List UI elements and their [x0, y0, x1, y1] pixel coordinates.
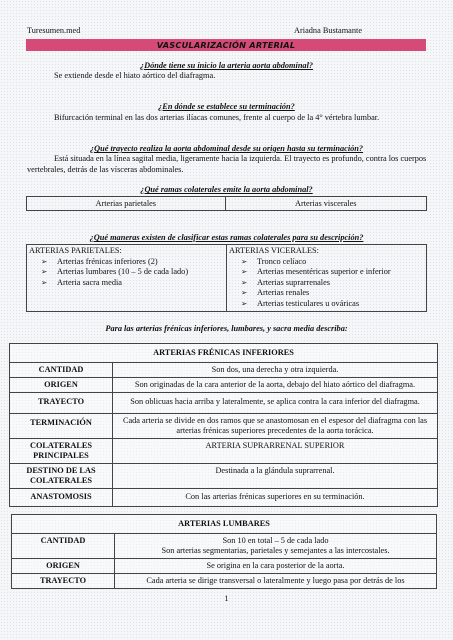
ramas-table — [26, 196, 427, 211]
parietales-heading: ARTERIAS PARIETALES: — [29, 246, 122, 255]
header-site: Turesumen.med — [27, 26, 81, 35]
arrow-bullet-icon: ➢ — [41, 256, 48, 266]
list-item: ➢ Tronco celíaco — [241, 256, 307, 266]
table-row: CANTIDAD Son dos, una derecha y otra izquierda. — [10, 363, 438, 378]
list-item: ➢ Arterias testiculares u ováricas — [241, 298, 360, 308]
parietales-cell — [27, 245, 227, 312]
lumbares-title: ARTERIAS LUMBARES — [12, 515, 437, 534]
header-author: Ariadna Bustamante — [294, 26, 362, 35]
list-item: ➢ Arteria sacra media — [41, 277, 122, 287]
list-item: ➢ Arterias suprarrenales — [241, 277, 331, 287]
viscerales-heading: ARTERIAS VICERALES: — [229, 246, 319, 255]
viscerales-cell — [227, 245, 427, 312]
lumbares-table — [11, 514, 437, 589]
frenicas-title: ARTERIAS FRÉNICAS INFERIORES — [10, 344, 438, 363]
table-row: TRAYECTO Son oblicuas hacia arriba y lateralmente, se aplica contra la cara inferior del diafragma. — [10, 393, 438, 414]
frenicas-table — [9, 343, 438, 507]
question-2: ¿En dónde se establece su terminación? — [158, 102, 295, 111]
arrow-bullet-icon: ➢ — [241, 256, 248, 266]
question-4: ¿Qué ramas colaterales emite la aorta abdominal? — [140, 185, 313, 194]
answer-3: Está situada en la línea sagital media, ligeramente hacia la izquierda. El trayecto es profundo, contra los cuerpos vertebrales, detrás de las vísceras abdominales. — [27, 154, 427, 174]
table-row: ORIGEN Son originadas de la cara anterior de la aorta, debajo del hiato aórtico del diafragma. — [10, 378, 438, 393]
arrow-bullet-icon: ➢ — [241, 288, 248, 297]
question-5: ¿Qué maneras existen de clasificar estas ramas colaterales para su descripción? — [89, 233, 364, 242]
table-row: ANASTOMOSIS Con las arterias frénicas superiores en su terminación. — [10, 489, 438, 507]
clasificacion-table — [26, 244, 427, 312]
table-row: TERMINACIÓN Cada arteria se divide en dos ramos que se anastomosan en el espesor del diafragma con las arterias frénicas superiores precedentes de la aorta torácica. — [10, 414, 438, 439]
arrow-bullet-icon: ➢ — [241, 277, 248, 287]
arrow-bullet-icon: ➢ — [241, 267, 248, 276]
list-item: ➢ Arterias lumbares (10 – 5 de cada lado) — [41, 267, 189, 276]
page-number: 1 — [224, 594, 229, 603]
arrow-bullet-icon: ➢ — [41, 277, 48, 287]
list-item: ➢ Arterias frénicas inferiores (2) — [41, 256, 158, 266]
table-row: CANTIDAD Son 10 en total – 5 de cada lado Son arterias segmentarias, parietales y semejantes a las intercostales. — [12, 534, 437, 559]
question-1: ¿Dónde tiene su inicio la arteria aorta abdominal? — [139, 61, 314, 70]
list-item: ➢ Arterias mesentéricas superior e inferior — [241, 267, 391, 276]
answer-1: Se extiende desde el hiato aórtico del diafragma. — [54, 71, 216, 80]
ramas-parietales: Arterias parietales — [27, 197, 226, 211]
arrow-bullet-icon: ➢ — [241, 298, 248, 308]
answer-2: Bifurcación terminal en las dos arterias ilíacas comunes, frente al cuerpo de la 4° vértebra lumbar. — [54, 113, 380, 122]
table-row: TRAYECTO Cada arteria se dirige transversal o lateralmente y luego pasa por detrás de los — [12, 574, 437, 589]
table-row: COLATERALES PRINCIPALES ARTERIA SUPRARRENAL SUPERIOR — [10, 439, 438, 464]
question-3: ¿Qué trayecto realiza la aorta abdominal desde su origen hasta su terminación? — [89, 144, 364, 153]
page-title: VASCULARIZACIÓN ARTERIAL — [26, 39, 426, 51]
list-item: ➢ Arterias renales — [241, 288, 310, 297]
table-row: ORIGEN Se origina en la cara posterior de la aorta. — [12, 559, 437, 574]
table-row: DESTINO DE LAS COLATERALES Destinada a la glándula suprarrenal. — [10, 464, 438, 489]
ramas-viscerales: Arterias viscerales — [225, 197, 427, 211]
section-subtitle: Para las arterias frénicas inferiores, lumbares, y sacra media describa: — [105, 324, 348, 333]
arrow-bullet-icon: ➢ — [41, 267, 48, 276]
